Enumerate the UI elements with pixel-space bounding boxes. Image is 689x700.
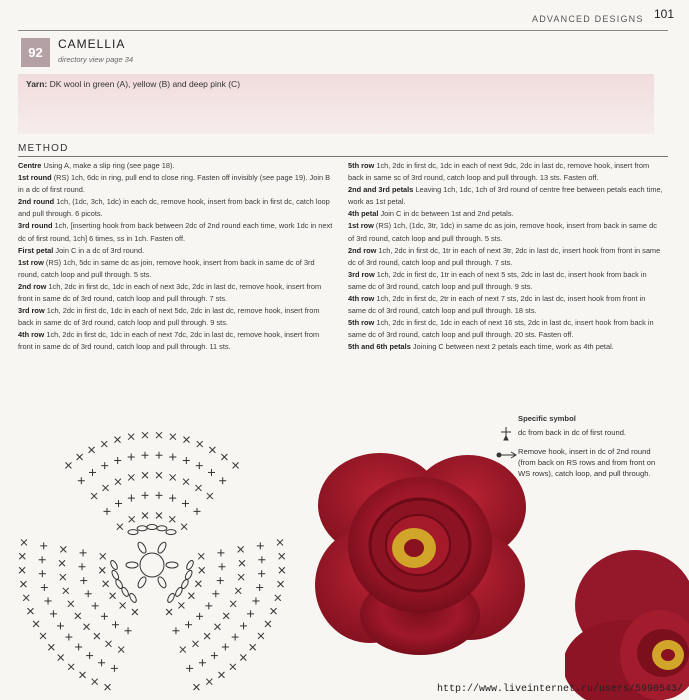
yarn-line <box>26 79 240 89</box>
pattern-title: CAMELLIA <box>58 37 126 51</box>
instruction-para: 1st row (RS) 1ch, (1dc, 3tr, 1dc) in same dc as join, remove hook, insert from back in same dc of 3rd round, catch loop and pull through. 5 sts. <box>348 221 657 243</box>
instruction-para: 3rd round 1ch, [inserting hook from back between 2dc of 2nd round each time, work 1dc in next dc of first round, 1ch] 6 times, ss in 1ch. Fasten off. <box>18 221 333 243</box>
symbol-legend <box>518 413 668 479</box>
instruction-para: 4th petal Join C in dc between 1st and 2nd petals. <box>348 209 514 219</box>
legend-item: Remove hook, insert in dc of 2nd round (from back on RS rows and from front on WS rows), catch loop, and pull through. <box>518 447 656 478</box>
crochet-chart-diagram <box>12 410 302 695</box>
instruction-para: 4th row 1ch, 2dc in first dc, 1dc in each of next 7dc, 2dc in last dc, remove hook, insert from front in same dc of 3rd round, catch loop and pull through. 11 sts. <box>18 330 320 352</box>
camellia-flower-photo <box>310 445 535 660</box>
instruction-para: Centre Using A, make a slip ring (see page 18). <box>18 161 175 170</box>
header-rule <box>18 30 668 31</box>
yarn-label: Yarn: <box>26 79 48 89</box>
instruction-para: 4th row 1ch, 2dc in first dc, 2tr in each of next 7 sts, 2dc in last dc, insert hook from front in same dc of 3rd round, catch loop and pull through. 18 sts. <box>348 294 646 316</box>
source-url-watermark: http://www.liveinternet.ru/users/5990543/ <box>436 684 683 695</box>
running-header: ADVANCED DESIGNS <box>532 14 644 24</box>
instruction-para: 5th row 1ch, 2dc in first dc, 1dc in each of next 16 sts, 2dc in last dc, insert hook from back in same dc of 3rd round, catch loop and pull through. 20 sts. Fasten off. <box>348 318 654 340</box>
instruction-para: 2nd row 1ch, 2dc in first dc, 1tr in each of next 3tr, 2dc in last dc, insert hook from front in same dc of 3rd round, catch loop and pull through. 7 sts. <box>348 245 661 267</box>
instruction-para: 3rd row 1ch, 2dc in first dc, 1dc in each of next 5dc, 2dc in last dc, remove hook, insert from back in same dc of 3rd round, catch loop and pull through. 9 sts. <box>18 306 320 328</box>
method-rule <box>18 156 668 157</box>
instruction-para: 1st round (RS) 1ch, 6dc in ring, pull end to close ring. Fasten off invisibly (see page 19). Join B in a dc of first round. <box>18 173 331 195</box>
instruction-para: 1st row (RS) 1ch, 5dc in same dc as join, remove hook, insert from back in same dc of 3rd round, catch loop and pull through. 5 sts. <box>18 257 315 279</box>
method-column-2 <box>348 160 664 354</box>
instruction-para: 3rd row 1ch, 2dc in first dc, 1tr in each of next 5 sts, 2dc in last dc, insert hook from back in same dc of 3rd round, catch loop and pull through. 9 sts. <box>348 269 647 291</box>
method-column-1 <box>18 160 334 354</box>
instruction-para: 2nd and 3rd petals Leaving 1ch, 1dc, 1ch of 3rd round of centre free between petals each time, work as 1st petal. <box>348 185 663 207</box>
instruction-para: 5th and 6th petals Joining C between next 2 petals each time, work as 4th petal. <box>348 342 614 352</box>
method-heading: METHOD <box>18 143 69 154</box>
instruction-para: 5th row 1ch, 2dc in first dc, 1dc in each of next 9dc, 2dc in last dc, remove hook, insert from back in same sc of 3rd round, catch loop and pull through. 13 sts. Fasten off. <box>348 161 650 183</box>
instruction-para: 2nd round 1ch, (1dc, 3ch, 1dc) in each dc, remove hook, insert from back in first dc, catch loop and pull through. 6 picots. <box>18 197 330 219</box>
legend-item: dc from back in dc of first round. <box>518 428 627 437</box>
instruction-para: 2nd row 1ch, 2dc in first dc, 1dc in each of next 3dc, 2dc in last dc, remove hook, insert from front in same dc of 3rd round, catch loop and pull through. 7 sts. <box>18 281 322 304</box>
legend-title: Specific symbol <box>518 414 576 423</box>
yarn-text: DK wool in green (A), yellow (B) and deep pink (C) <box>49 79 241 89</box>
pattern-number-badge: 92 <box>21 38 50 67</box>
camellia-flower-photo-2 <box>565 545 689 700</box>
pattern-subtitle: directory view page 34 <box>58 55 134 64</box>
instruction-para: First petal Join C in a dc of 3rd round. <box>18 245 145 255</box>
page-number: 101 <box>654 7 675 21</box>
